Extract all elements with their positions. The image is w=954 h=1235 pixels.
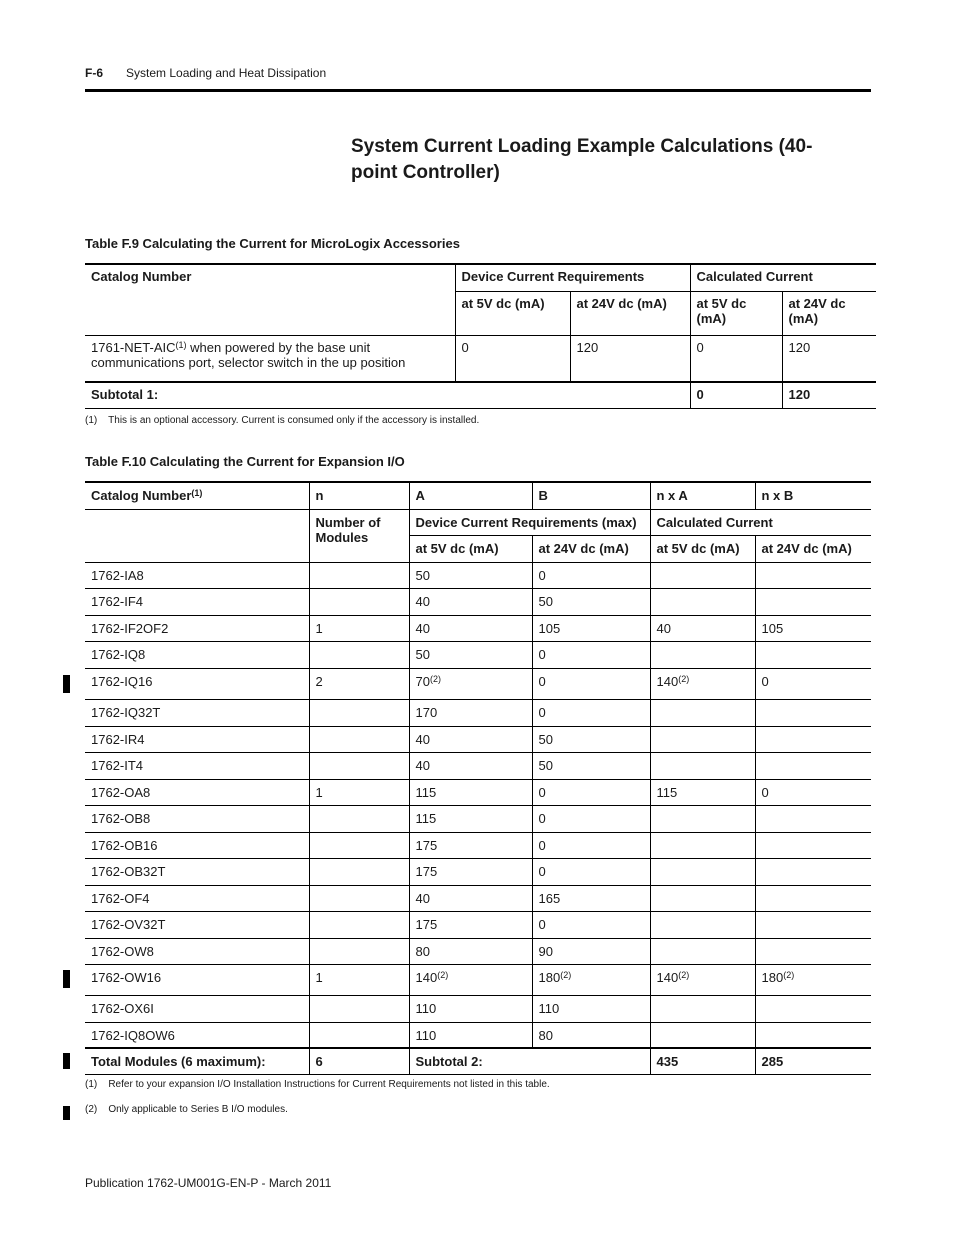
footnote: (2) Only applicable to Series B I/O modules.: [85, 1104, 288, 1115]
col-header-b: B: [532, 482, 650, 509]
catalog-cell: 1762-IA8: [85, 562, 309, 588]
n-cell: [309, 1022, 409, 1048]
col-header-a: A: [409, 482, 532, 509]
a-cell: 110: [409, 995, 532, 1022]
nxb-cell: 105: [755, 615, 871, 641]
nxb-cell: [755, 995, 871, 1022]
table-row: [85, 752, 871, 779]
b-cell: 165: [532, 885, 650, 911]
subtotal-label: Subtotal 1:: [85, 382, 690, 408]
nxb-cell: [755, 885, 871, 911]
table-caption: Table F.10 Calculating the Current for Expansion I/O: [85, 454, 405, 469]
b-cell: 90: [532, 938, 650, 964]
table-row: [85, 588, 871, 615]
running-title: System Loading and Heat Dissipation: [126, 66, 327, 80]
col-header-calculated-current: Calculated Current: [650, 509, 871, 535]
table-row: [85, 1022, 871, 1048]
nxa-cell: [650, 885, 755, 911]
calc-5v-cell: 0: [690, 335, 782, 382]
table-row: [85, 911, 871, 938]
catalog-cell: 1762-OV32T: [85, 911, 309, 938]
a-cell: 175: [409, 832, 532, 858]
catalog-cell: 1762-IT4: [85, 752, 309, 779]
footnote: (1) This is an optional accessory. Current is consumed only if the accessory is installed.: [85, 415, 480, 426]
col-header-calc-5v: at 5V dc (mA): [690, 291, 782, 335]
b-cell: 0: [532, 805, 650, 832]
col-header-24v: at 24V dc (mA): [570, 291, 690, 335]
nxb-cell: [755, 858, 871, 885]
a-cell: 115: [409, 779, 532, 805]
change-bar: [63, 1106, 70, 1120]
catalog-cell: 1762-OW8: [85, 938, 309, 964]
nxb-cell: [755, 1022, 871, 1048]
col-header-catalog: Catalog Number$^{(1)}$: [85, 482, 309, 509]
n-cell: [309, 832, 409, 858]
n-cell: [309, 995, 409, 1022]
nxa-cell: [650, 911, 755, 938]
b-cell: 50: [532, 752, 650, 779]
table-row: [85, 858, 871, 885]
catalog-cell: 1762-OA8: [85, 779, 309, 805]
device-5v-cell: 0: [455, 335, 570, 382]
table-row: [85, 668, 871, 699]
col-header-device-current: Device Current Requirements: [455, 264, 690, 291]
nxa-cell: [650, 562, 755, 588]
nxa-cell: [650, 752, 755, 779]
subtotal-5v: 435: [650, 1048, 755, 1074]
table-caption: Table F.9 Calculating the Current for MicroLogix Accessories: [85, 236, 460, 251]
n-cell: 1: [309, 964, 409, 995]
nxa-cell: 115: [650, 779, 755, 805]
total-row: [85, 1048, 871, 1074]
n-cell: [309, 911, 409, 938]
n-cell: [309, 562, 409, 588]
catalog-cell: 1762-IQ8OW6: [85, 1022, 309, 1048]
nxb-cell: [755, 562, 871, 588]
col-header-calc-24v: at 24V dc (mA): [755, 535, 871, 562]
nxb-cell: 180$^{(2)}$: [755, 964, 871, 995]
col-header-calc-24v: at 24V dc (mA): [782, 291, 876, 335]
nxa-cell: 140$^{(2)}$: [650, 964, 755, 995]
header-rule: [85, 89, 871, 92]
col-header-num-modules: Number of Modules: [309, 509, 409, 562]
b-cell: 80: [532, 1022, 650, 1048]
nxb-cell: [755, 832, 871, 858]
a-cell: 170: [409, 699, 532, 726]
a-cell: 140$^{(2)}$: [409, 964, 532, 995]
catalog-cell: 1762-OB32T: [85, 858, 309, 885]
n-cell: [309, 938, 409, 964]
nxb-cell: [755, 805, 871, 832]
publication-footer: Publication 1762-UM001G-EN-P - March 2011: [85, 1176, 332, 1190]
catalog-cell: 1762-OX6I: [85, 995, 309, 1022]
a-cell: 40: [409, 726, 532, 752]
a-cell: 40: [409, 588, 532, 615]
nxb-cell: 0: [755, 668, 871, 699]
table-row: [85, 885, 871, 911]
a-cell: 115: [409, 805, 532, 832]
table-row: [85, 995, 871, 1022]
b-cell: 0: [532, 858, 650, 885]
page-number: F-6: [85, 66, 103, 80]
subtotal-24v: 120: [782, 382, 876, 408]
b-cell: 0: [532, 911, 650, 938]
nxb-cell: [755, 699, 871, 726]
footnote: (1) Refer to your expansion I/O Installation Instructions for Current Requirements not listed in this table.: [85, 1079, 550, 1090]
nxb-cell: [755, 752, 871, 779]
n-cell: [309, 699, 409, 726]
b-cell: 0: [532, 832, 650, 858]
table-row: [85, 779, 871, 805]
nxb-cell: [755, 938, 871, 964]
a-cell: 40: [409, 752, 532, 779]
n-cell: [309, 752, 409, 779]
catalog-cell: 1761-NET-AIC$^{(1)}$ when powered by the base unit communications port, selector switch in the up position: [85, 335, 455, 382]
nxa-cell: [650, 699, 755, 726]
col-header-5v: at 5V dc (mA): [455, 291, 570, 335]
nxb-cell: [755, 641, 871, 668]
col-header-calculated-current: Calculated Current: [690, 264, 876, 291]
col-header-catalog: Catalog Number: [85, 264, 455, 335]
col-header-n: n: [309, 482, 409, 509]
table-row: [85, 335, 876, 382]
catalog-cell: 1762-IQ32T: [85, 699, 309, 726]
a-cell: 50: [409, 562, 532, 588]
nxa-cell: [650, 641, 755, 668]
total-modules-label: Total Modules (6 maximum):: [85, 1048, 309, 1074]
nxa-cell: [650, 858, 755, 885]
calc-24v-cell: 120: [782, 335, 876, 382]
expansion-io-table: [85, 481, 871, 1075]
catalog-cell: 1762-IQ16: [85, 668, 309, 699]
table-row: [85, 615, 871, 641]
subtotal-label: Subtotal 2:: [409, 1048, 650, 1074]
table-row: [85, 805, 871, 832]
table-row: [85, 938, 871, 964]
a-cell: 175: [409, 858, 532, 885]
catalog-cell: 1762-OB8: [85, 805, 309, 832]
n-cell: [309, 858, 409, 885]
col-header-nxb: n x B: [755, 482, 871, 509]
subtotal-row: [85, 382, 876, 408]
b-cell: 0: [532, 779, 650, 805]
nxb-cell: [755, 726, 871, 752]
catalog-cell: 1762-IF2OF2: [85, 615, 309, 641]
table-row: [85, 832, 871, 858]
n-cell: 1: [309, 779, 409, 805]
a-cell: 50: [409, 641, 532, 668]
nxa-cell: 140$^{(2)}$: [650, 668, 755, 699]
change-bar: [63, 675, 70, 693]
accessories-table: [85, 263, 876, 409]
b-cell: 105: [532, 615, 650, 641]
table-row: [85, 964, 871, 995]
b-cell: 50: [532, 726, 650, 752]
catalog-cell: 1762-OB16: [85, 832, 309, 858]
b-cell: 0: [532, 699, 650, 726]
a-cell: 40: [409, 615, 532, 641]
b-cell: 180$^{(2)}$: [532, 964, 650, 995]
n-cell: [309, 588, 409, 615]
subtotal-24v: 285: [755, 1048, 871, 1074]
nxa-cell: [650, 938, 755, 964]
a-cell: 40: [409, 885, 532, 911]
nxa-cell: [650, 832, 755, 858]
nxa-cell: [650, 805, 755, 832]
nxa-cell: [650, 995, 755, 1022]
a-cell: 80: [409, 938, 532, 964]
nxa-cell: 40: [650, 615, 755, 641]
nxb-cell: [755, 588, 871, 615]
device-24v-cell: 120: [570, 335, 690, 382]
n-cell: [309, 885, 409, 911]
total-modules-value: 6: [309, 1048, 409, 1074]
nxb-cell: 0: [755, 779, 871, 805]
a-cell: 175: [409, 911, 532, 938]
b-cell: 0: [532, 668, 650, 699]
n-cell: [309, 726, 409, 752]
subtotal-5v: 0: [690, 382, 782, 408]
col-header-calc-5v: at 5V dc (mA): [650, 535, 755, 562]
a-cell: 110: [409, 1022, 532, 1048]
n-cell: 1: [309, 615, 409, 641]
col-header-5v: at 5V dc (mA): [409, 535, 532, 562]
b-cell: 50: [532, 588, 650, 615]
change-bar: [63, 970, 70, 988]
table-row: [85, 699, 871, 726]
catalog-cell: 1762-OW16: [85, 964, 309, 995]
nxa-cell: [650, 726, 755, 752]
b-cell: 0: [532, 562, 650, 588]
change-bar: [63, 1053, 70, 1069]
catalog-cell: 1762-IR4: [85, 726, 309, 752]
catalog-cell: 1762-OF4: [85, 885, 309, 911]
header-blank: [85, 509, 309, 562]
n-cell: [309, 805, 409, 832]
nxa-cell: [650, 1022, 755, 1048]
table-row: [85, 562, 871, 588]
col-header-24v: at 24V dc (mA): [532, 535, 650, 562]
table-row: [85, 726, 871, 752]
n-cell: 2: [309, 668, 409, 699]
b-cell: 0: [532, 641, 650, 668]
a-cell: 70$^{(2)}$: [409, 668, 532, 699]
b-cell: 110: [532, 995, 650, 1022]
catalog-cell: 1762-IF4: [85, 588, 309, 615]
n-cell: [309, 641, 409, 668]
col-header-nxa: n x A: [650, 482, 755, 509]
nxb-cell: [755, 911, 871, 938]
nxa-cell: [650, 588, 755, 615]
table-row: [85, 641, 871, 668]
section-title: System Current Loading Example Calculations (40-point Controller): [351, 136, 813, 183]
catalog-cell: 1762-IQ8: [85, 641, 309, 668]
col-header-device-current: Device Current Requirements (max): [409, 509, 650, 535]
